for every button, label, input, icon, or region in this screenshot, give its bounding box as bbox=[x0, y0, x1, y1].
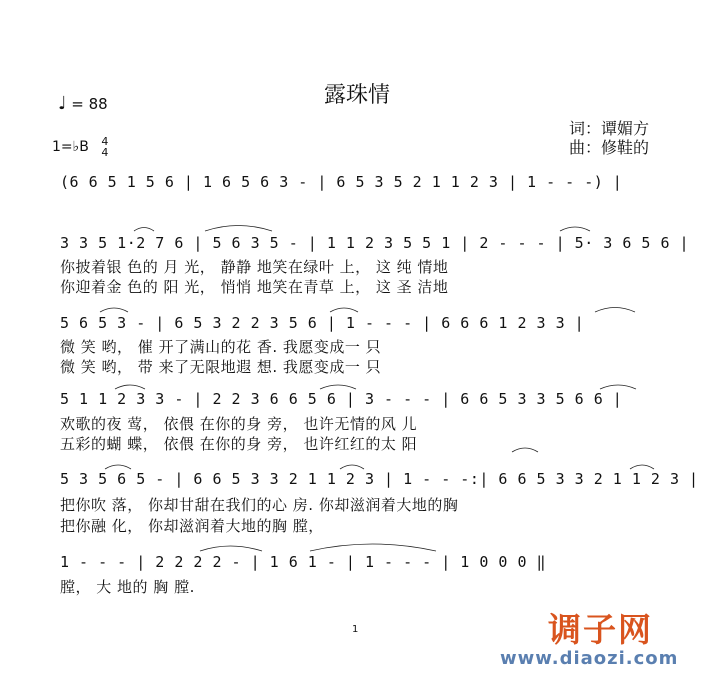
lyric-line-verse-2: 你迎着金 色的 阳 光， 悄悄 地笑在青草 上， 这 圣 洁地 bbox=[60, 278, 449, 296]
lyric-line-verse-2: 微 笑 哟， 带 来了无限地遐 想. 我愿变成一 只 bbox=[60, 358, 382, 376]
slur-mark bbox=[200, 546, 262, 551]
time-signature-top: 4 bbox=[101, 135, 109, 148]
time-signature-bottom: 4 bbox=[101, 146, 109, 159]
notation-row: (6 6 5 1 5 6 | 1 6 5 6 3 - | 6 5 3 5 2 1 1 2 3 | 1 - - -) | bbox=[60, 173, 623, 191]
watermark-url: www.diaozi.com bbox=[500, 648, 679, 669]
slur-mark bbox=[320, 385, 356, 389]
lyric-line-verse-1: 微 笑 哟， 催 开了满山的花 香. 我愿变成一 只 bbox=[60, 338, 382, 356]
watermark-logo: 调子网 bbox=[548, 610, 653, 649]
slur-mark bbox=[595, 308, 635, 313]
notation-row: 1 - - - | 2 2 2 2 - | 1 6 1 - | 1 - - - | 1 0 0 0 ‖ bbox=[60, 553, 547, 571]
lyric-line-verse-1: 膛， 大 地的 胸 膛. bbox=[60, 578, 195, 596]
lyric-line-verse-1: 欢歌的夜 莺， 依偎 在你的身 旁， 也许无情的风 儿 bbox=[60, 415, 418, 433]
lyric-line-verse-2: 五彩的蝴 蝶， 依偎 在你的身 旁， 也许红红的太 阳 bbox=[60, 435, 418, 453]
lyric-line-verse-1: 你披着银 色的 月 光， 静静 地笑在绿叶 上， 这 纯 情地 bbox=[60, 258, 449, 276]
lyricist-credit: 词：谭媚方 bbox=[569, 119, 650, 138]
slur-mark bbox=[340, 465, 364, 469]
lyric-line-verse-1: 把你吹 落， 你却甘甜在我们的心 房. 你却滋润着大地的胸 bbox=[60, 496, 459, 514]
page-number: 1 bbox=[352, 624, 359, 635]
slur-mark bbox=[330, 308, 358, 312]
slur-mark bbox=[105, 465, 131, 469]
notation-row: 5 6 5 3 - | 6 5 3 2 2 3 5 6 | 1 - - - | 6 6 6 1 2 3 3 | bbox=[60, 314, 585, 332]
notation-row: 3 3 5 1·2 7 6 | 5 6 3 5 - | 1 1 2 3 5 5 1 | 2 - - - | 5· 3 6 5 6 | bbox=[60, 234, 690, 252]
lyric-line-verse-2: 把你融 化， 你却滋润着大地的胸 膛， bbox=[60, 517, 324, 535]
notation-row: 5 1 1 2 3 3 - | 2 2 3 6 6 5 6 | 3 - - - | 6 6 5 3 3 5 6 6 | bbox=[60, 390, 623, 408]
composer-credit: 曲：修鞋的 bbox=[569, 138, 650, 157]
key-label: 1=♭B bbox=[52, 139, 89, 155]
song-title: 露珠情 bbox=[323, 83, 390, 108]
slur-mark bbox=[310, 544, 436, 551]
slur-mark bbox=[205, 226, 272, 232]
slur-mark bbox=[512, 448, 538, 452]
slur-mark bbox=[100, 308, 128, 312]
slur-mark bbox=[630, 465, 654, 469]
tempo-value: = 88 bbox=[71, 95, 108, 113]
quarter-note-icon: ♩ bbox=[58, 93, 67, 114]
slur-mark bbox=[600, 385, 636, 389]
slur-mark bbox=[134, 228, 154, 232]
slur-mark bbox=[115, 385, 145, 389]
notation-row: 5 3 5 6 5 - | 6 6 5 3 3 2 1 1 2 3 | 1 - - -:| 6 6 5 3 3 2 1 1 2 3 | bbox=[60, 470, 699, 488]
slur-mark bbox=[560, 227, 590, 231]
